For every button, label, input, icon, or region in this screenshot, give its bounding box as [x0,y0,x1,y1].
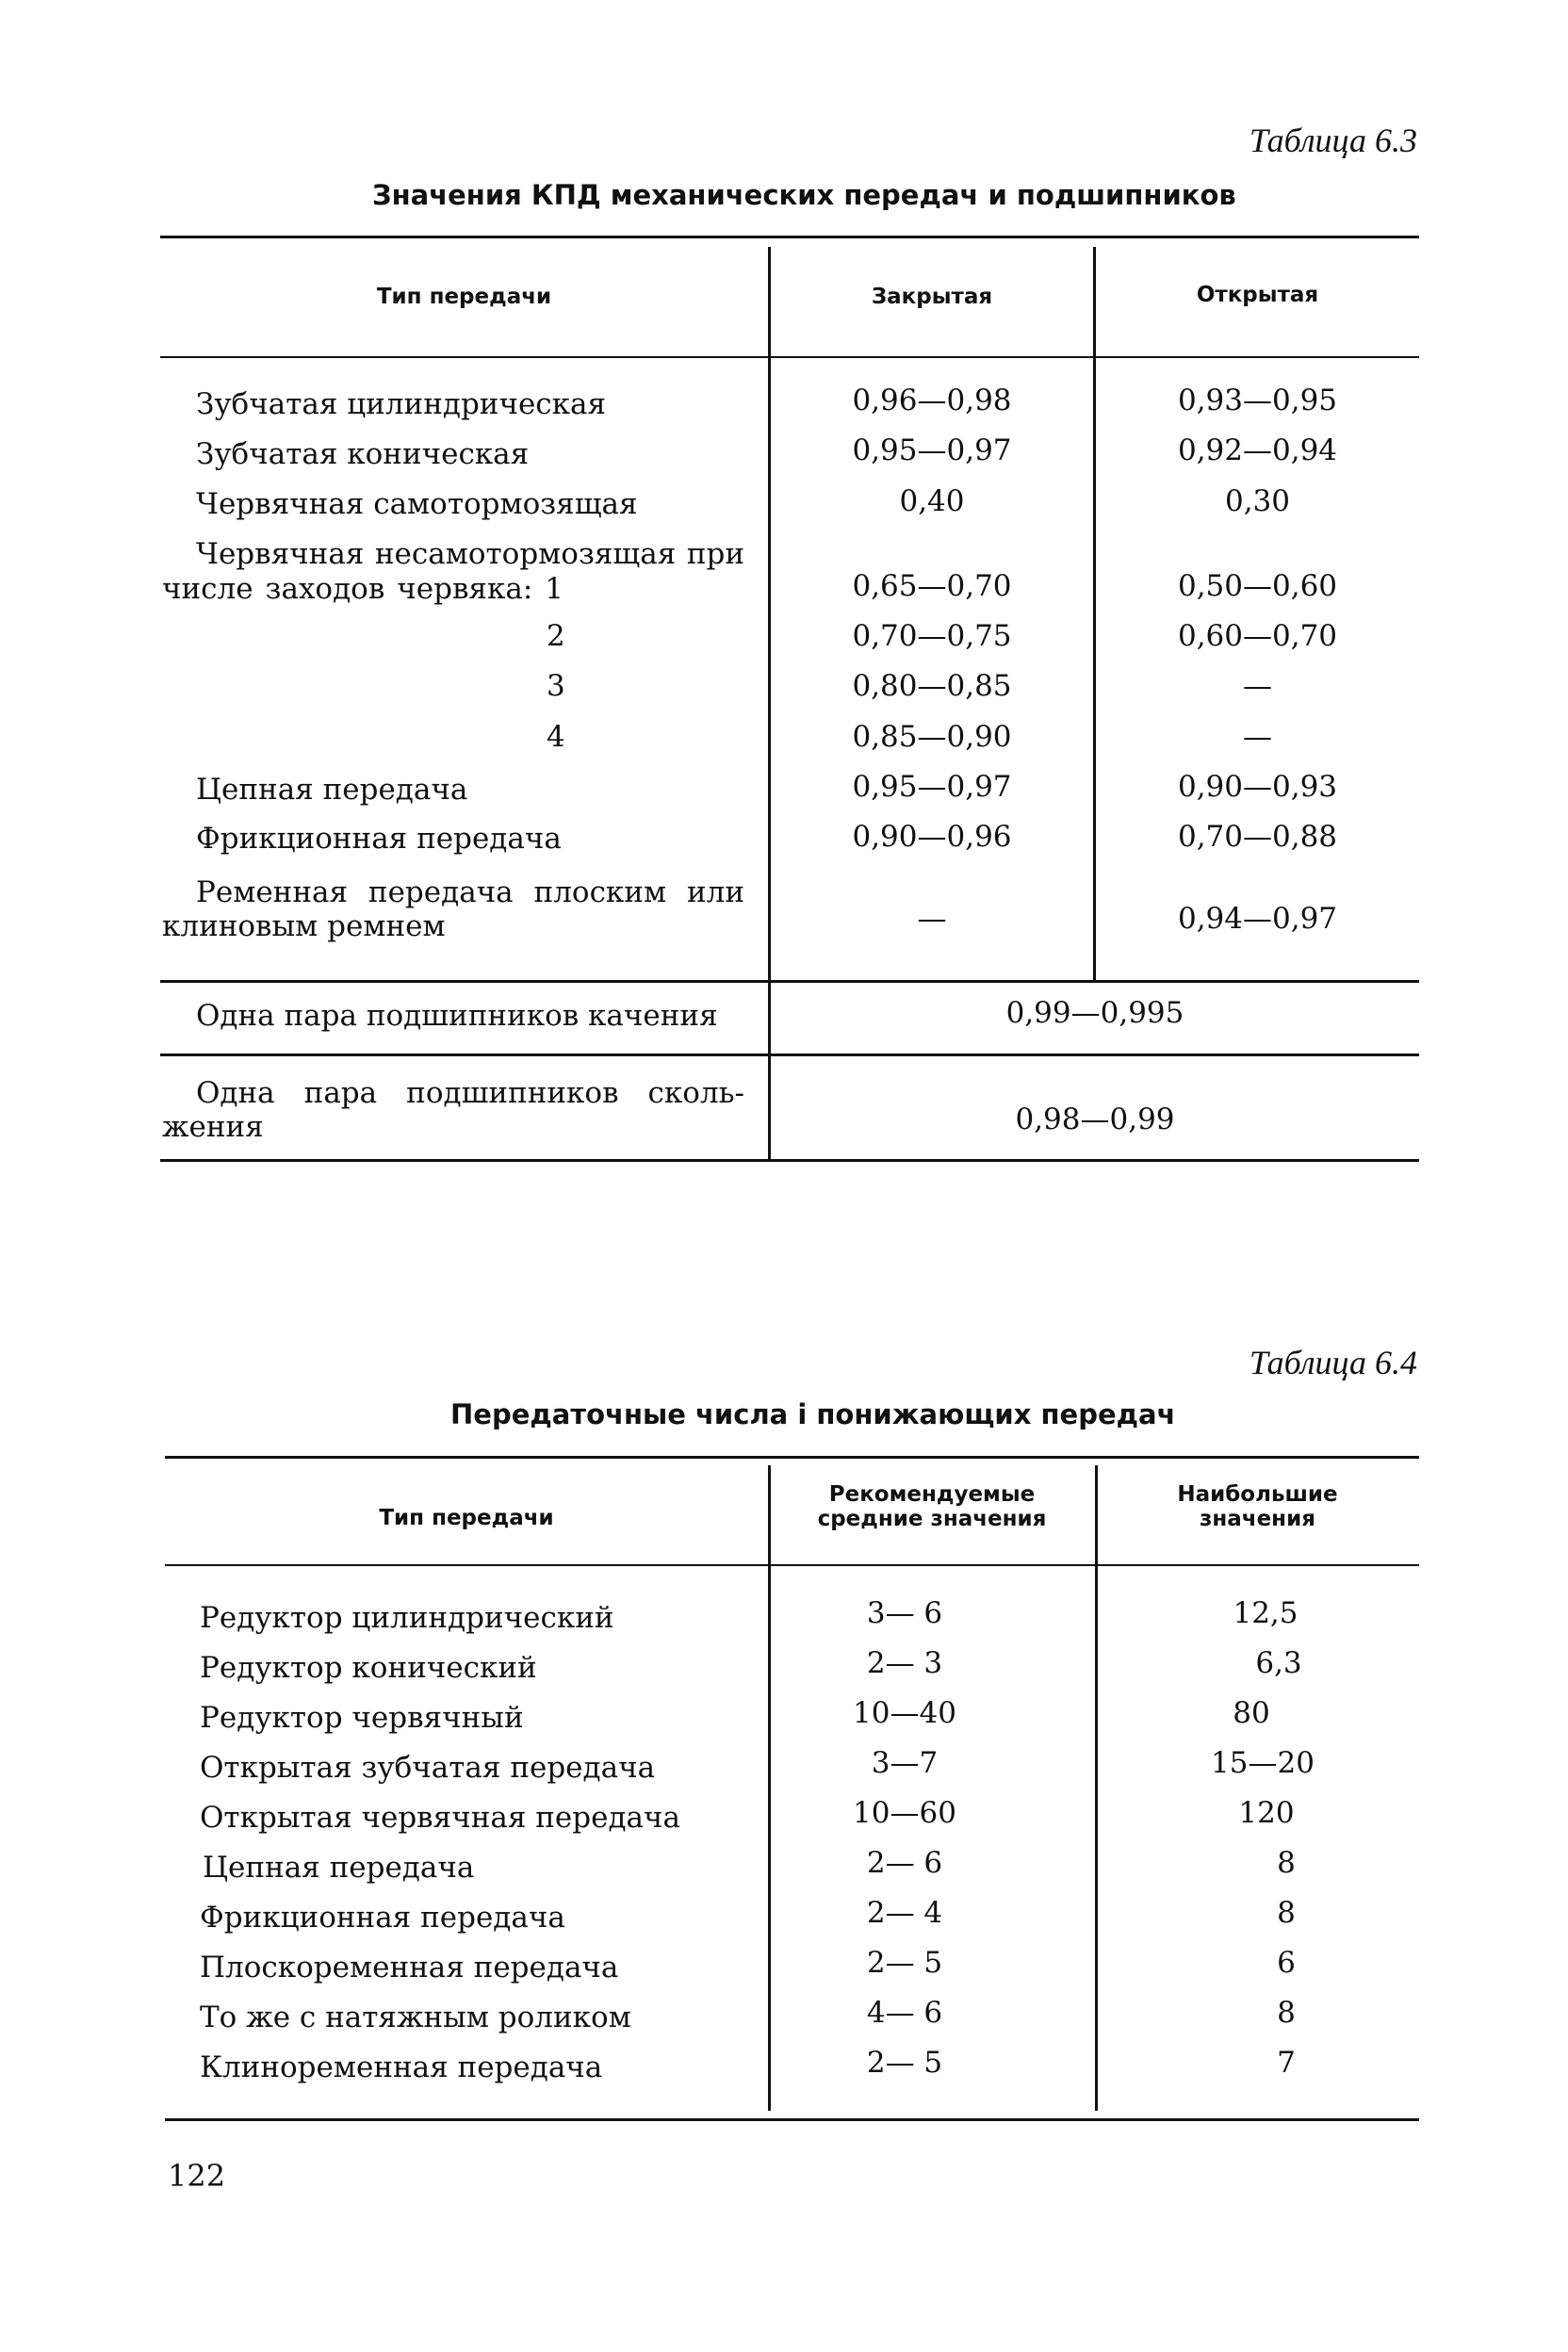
row-label: Одна пара подшипников качения [196,999,718,1033]
open-value: 0,92—0,94 [1177,433,1338,467]
closed-value: 0,40 [899,484,965,518]
column-header: Тип передачи [379,1506,554,1530]
open-value: 0,50—0,60 [1177,569,1338,603]
row-label: Редуктор цилиндрический [200,1601,614,1635]
section-rule [160,980,1419,983]
row-label: Цепная передача [196,773,468,807]
row-label: Червячная несамотормозящая при [196,537,744,571]
header-line: Наибольшие [1177,1482,1338,1507]
closed-value: 0,80—0,85 [852,669,1012,703]
section-rule [160,1054,1419,1056]
header-line: значения [1200,1507,1315,1531]
closed-value: 0,96—0,98 [852,384,1012,417]
header-line: Рекомендуемые [828,1482,1036,1507]
top-rule [165,1456,1419,1459]
column-divider [1093,247,1096,980]
recommended-value: 2— 5 [866,1946,943,1980]
bottom-rule [160,1159,1419,1162]
recommended-value: 3—7 [871,1746,939,1780]
row-label: числе заходов червяка: 1 [162,572,564,606]
table-label: Таблица 6.4 [1249,1344,1417,1381]
row-label: 4 [547,720,565,754]
top-rule [160,236,1419,238]
closed-value: 0,95—0,97 [852,433,1012,467]
table-title: Передаточные числа i понижающих передач [450,1398,1176,1430]
header-line: средние значения [817,1507,1047,1531]
row-label: Плоскоременная передача [200,1951,619,1984]
open-value: 0,94—0,97 [1177,902,1338,936]
open-value: 0,70—0,88 [1177,820,1338,854]
header-rule [160,356,1419,358]
row-label: 2 [547,619,565,653]
page-number: 122 [168,2158,226,2194]
closed-value: 0,90—0,96 [852,820,1012,854]
max-value: 15—20 [1211,1746,1315,1780]
open-value: 0,30 [1224,484,1291,518]
max-value: 80 [1233,1696,1270,1730]
row-label: Цепная передача [203,1851,475,1885]
column-header: Закрытая [871,285,993,309]
recommended-value: 2— 4 [866,1896,943,1930]
open-value: 0,93—0,95 [1177,384,1338,417]
row-label: 3 [547,669,565,703]
max-value: 6,3 [1255,1646,1302,1680]
closed-value: 0,85—0,90 [852,720,1012,754]
column-header: Тип передачи [376,285,552,309]
closed-value: — [917,902,947,936]
column-header [1096,1482,1419,1531]
bottom-rule [165,2118,1419,2121]
column-header: Открытая [1196,283,1319,307]
closed-value: 0,65—0,70 [852,569,1012,603]
recommended-value: 10—60 [853,1796,956,1830]
max-value: 120 [1238,1796,1295,1830]
row-label: То же с натяжным роликом [200,2001,631,2034]
column-divider [1095,1465,1098,2111]
closed-value: 0,95—0,97 [852,770,1012,804]
table-label: Таблица 6.3 [1249,122,1417,159]
header-rule [165,1564,1419,1566]
recommended-value: 2— 6 [866,1846,943,1880]
recommended-value: 2— 5 [866,2046,943,2080]
row-label: Червячная самотормозящая [196,487,638,521]
row-label: Зубчатая коническая [196,437,530,471]
recommended-value: 2— 3 [866,1646,943,1680]
max-value: 8 [1277,1996,1296,2030]
max-value: 8 [1277,1846,1296,1880]
table-title: Значения КПД механических передач и подшипников [372,179,1236,211]
bearing-value: 0,98—0,99 [1015,1102,1175,1136]
row-label: клиновым ремнем [162,909,446,943]
row-label: Редуктор конический [200,1651,537,1685]
row-label: жения [162,1110,264,1144]
recommended-value: 3— 6 [866,1596,943,1630]
row-label: Одна пара подшипников сколь- [196,1076,744,1110]
row-label: Клиноременная передача [200,2050,603,2084]
row-label: Фрикционная передача [196,822,562,856]
max-value: 12,5 [1233,1596,1298,1630]
max-value: 7 [1277,2046,1296,2080]
bearing-value: 0,99—0,995 [1005,996,1184,1030]
recommended-value: 10—40 [853,1696,956,1730]
row-label: Фрикционная передача [200,1901,565,1935]
row-label: Ременная передача плоским или [196,875,744,909]
max-value: 6 [1277,1946,1296,1980]
open-value: — [1243,669,1272,703]
row-label: Открытая червячная передача [200,1801,680,1835]
column-header [771,1482,1093,1531]
row-label: Открытая зубчатая передача [200,1751,656,1785]
open-value: 0,90—0,93 [1177,770,1338,804]
row-label: Зубчатая цилиндрическая [196,387,607,421]
open-value: — [1243,720,1272,754]
row-label: Редуктор червячный [200,1701,524,1735]
open-value: 0,60—0,70 [1177,619,1338,653]
max-value: 8 [1277,1896,1296,1930]
column-divider [768,1465,771,2111]
closed-value: 0,70—0,75 [852,619,1012,653]
recommended-value: 4— 6 [866,1996,943,2030]
